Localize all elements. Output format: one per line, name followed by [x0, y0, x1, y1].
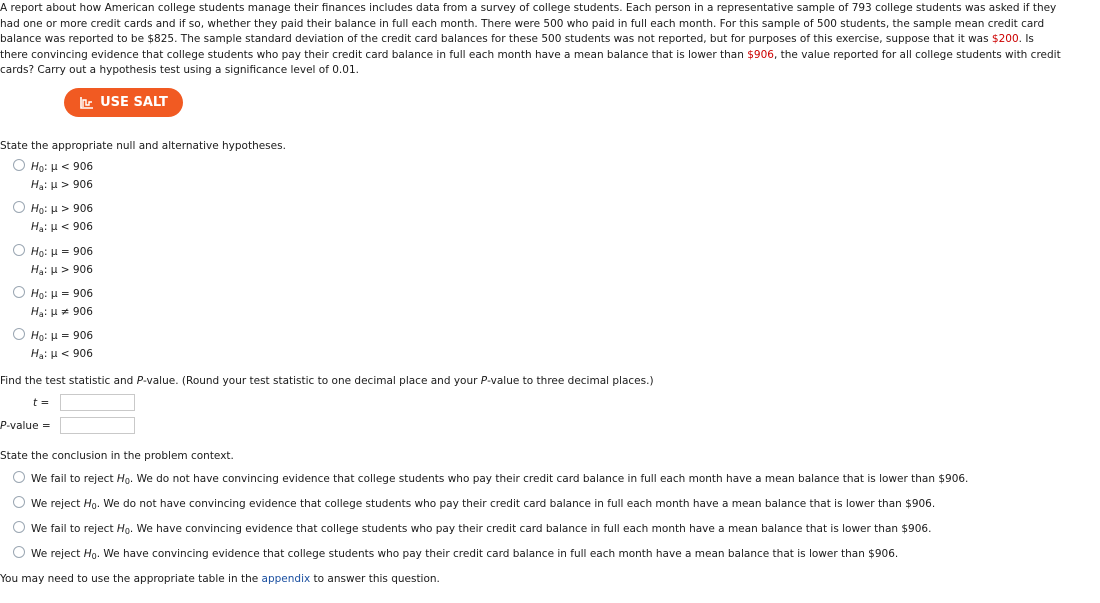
intro-line: cards? Carry out a hypothesis test using a significance level of 0.01.: [0, 64, 359, 76]
radio-button[interactable]: [13, 521, 25, 533]
radio-button[interactable]: [13, 286, 25, 298]
p-value-label: P-value =: [0, 420, 51, 432]
conclusion-prompt: State the conclusion in the problem context.: [0, 450, 234, 462]
intro-line: balance was reported to be $825. The sample standard deviation of the credit card balances for these 500 students was not reported, but for purposes of this exercise, suppose that it was $200. Is: [0, 33, 1034, 45]
radio-button[interactable]: [13, 201, 25, 213]
intro-line: had one or more credit cards and if so, whether they paid their balance in full each month. There were 500 who paid in full each month. For this sample of 500 students, the sample mean credit card: [0, 17, 1045, 30]
radio-button[interactable]: [13, 546, 25, 558]
use-salt-button[interactable]: [64, 88, 183, 117]
hypothesis-option[interactable]: $H_0$: μ > 906 $H_a$: μ < 906: [13, 200, 93, 236]
conclusion-option[interactable]: We fail to reject $H_0$. We do not have convincing evidence that college students who pay their credit card balance in full each month have a mean balance that is lower than $906.: [13, 471, 968, 486]
hypothesis-option[interactable]: $H_0$: μ = 906 $H_a$: μ > 906: [13, 243, 93, 279]
problem-statement: [0, 1, 1100, 79]
t-label: t =: [33, 397, 50, 409]
use-salt-label: USE SALT: [100, 95, 168, 110]
radio-button[interactable]: [13, 496, 25, 508]
radio-button[interactable]: [13, 471, 25, 483]
footer-note: You may need to use the appropriate table in the appendix to answer this question.: [0, 573, 440, 585]
salt-chart-icon: [79, 96, 94, 110]
conclusion-option[interactable]: We fail to reject $H_0$. We have convincing evidence that college students who pay their credit card balance in full each month have a mean balance that is lower than $906.: [13, 521, 931, 536]
radio-button[interactable]: [13, 328, 25, 340]
radio-button[interactable]: [13, 244, 25, 256]
intro-line: there convincing evidence that college students who pay their credit card balance in full each month have a mean balance that is lower than $906, the value reported for all college students with credit: [0, 48, 1061, 61]
conclusion-option[interactable]: We reject $H_0$. We have convincing evidence that college students who pay their credit card balance in full each month have a mean balance that is lower than $906.: [13, 546, 898, 561]
t-statistic-input[interactable]: [60, 394, 135, 411]
hypotheses-prompt: State the appropriate null and alternative hypotheses.: [0, 140, 286, 152]
hypothesis-option[interactable]: $H_0$: μ < 906 $H_a$: μ > 906: [13, 158, 93, 194]
hypothesis-option[interactable]: $H_0$: μ = 906 $H_a$: μ ≠ 906: [13, 285, 93, 321]
hypothesis-option[interactable]: $H_0$: μ = 906 $H_a$: μ < 906: [13, 327, 93, 363]
reference-value: $906: [747, 48, 774, 61]
conclusion-option[interactable]: We reject $H_0$. We do not have convincing evidence that college students who pay their credit card balance in full each month have a mean balance that is lower than $906.: [13, 496, 935, 511]
sd-value: $200: [991, 33, 1019, 45]
appendix-link[interactable]: appendix: [261, 573, 311, 585]
test-statistic-prompt: Find the test statistic and P-value. (Round your test statistic to one decimal place and your P-value to three decimal places.): [0, 375, 654, 387]
p-value-input[interactable]: [60, 417, 135, 434]
radio-button[interactable]: [13, 159, 25, 171]
intro-line: A report about how American college students manage their finances includes data from a survey of college students. Each person in a representative sample of 793 college students was asked if they: [0, 2, 1057, 14]
